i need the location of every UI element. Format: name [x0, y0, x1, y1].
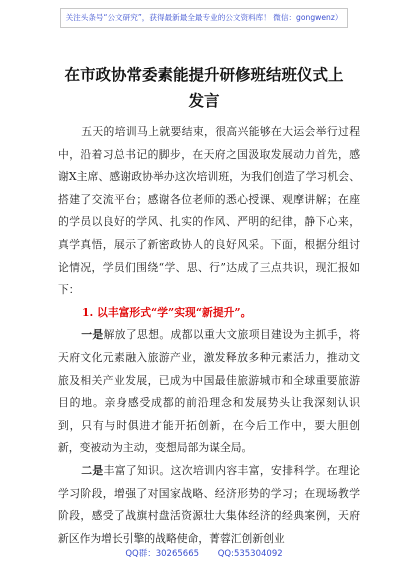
title-line-2: 发言 — [188, 92, 220, 110]
footer-qq-group: QQ群：30265665 — [125, 549, 200, 559]
paragraph-second-point — [58, 460, 360, 550]
paragraph-first-point — [58, 324, 360, 460]
section-heading-1: 1. 以丰富形式“学”实现“新提升”。 — [82, 305, 252, 319]
point-lead-1: 一是 — [81, 328, 104, 342]
document-body — [58, 121, 360, 550]
page-footer — [0, 547, 408, 559]
point-text-1: 解放了思想。成都以重大文旅项目建设为主抓手，将天府文化元素融入旅游产业，激发释放多种元素活力，推动文旅及相关产业发展，已成为中国最佳旅游城市和全球重要旅游目的地。亲身感受成都的前沿理念和发展势头让我深刻认识到，只有与时俱进才能开拓创新，在今后工作中，要大胆创新，变被动为主动，变想局部为谋全局。 — [58, 328, 361, 455]
footer-qq: QQ:535304092 — [217, 549, 283, 559]
document-title — [0, 62, 408, 114]
header-banner: 关注头条号“公文研究”，获得最新最全最专业的公文资料库！ 微信：gongwenz） — [60, 8, 348, 28]
title-line-1: 在市政协常委素能提升研修班结班仪式上 — [64, 66, 344, 84]
point-lead-2: 二是 — [81, 463, 104, 477]
paragraph-intro: 五天的培训马上就要结束，很高兴能够在大运会举行过程中，沿着习总书记的脚步，在天府之国汲取发展动力首先，感谢X主席、感谢政协举办这次培训班，为我们创造了学习机会、搭建了交流平台；感谢各位老师的悉心授课、观摩讲解；在座的学员以良好的学风、扎实的作风、严明的纪律，静下心来，真学真悟，展示了新密政协人的良好风采。下面，根据分组讨论情况，学员们围绕“学、思、行”达成了三点共识，现汇报如下： — [58, 125, 360, 297]
point-text-2: 丰富了知识。这次培训内容丰富，安排科学。在理论学习阶段，增强了对国家战略、经济形势的学习；在现场教学阶段，感受了战旗村盘活资源壮大集体经济的经典案例，天府新区作为增长引擎的战略使命，菁蓉汇创新创业 — [58, 463, 361, 545]
